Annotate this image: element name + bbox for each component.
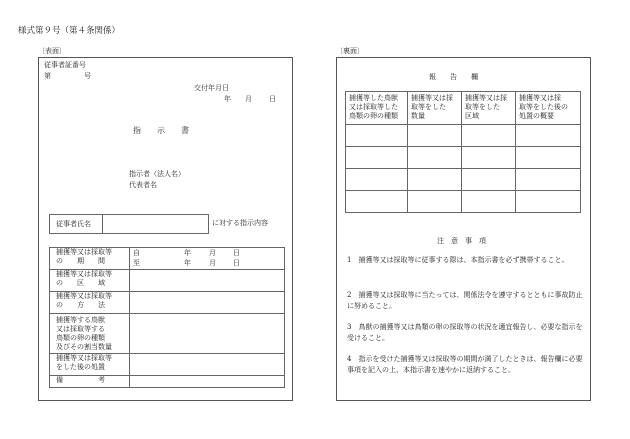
report-title: 報 告 欄	[429, 73, 478, 81]
period-from-day: 日	[233, 249, 240, 257]
table-row	[50, 376, 285, 388]
row-label-line: 又は採取等する	[56, 325, 105, 333]
document-title: 指 示 書	[133, 126, 189, 135]
period-to-year: 年	[184, 259, 191, 267]
row-label-line: の 方 法	[56, 301, 105, 309]
report-cell	[462, 191, 516, 213]
row-label-method	[50, 292, 130, 314]
disposal-value-cell	[130, 354, 285, 376]
header-line: 取等をした	[411, 103, 446, 111]
row-label-line: 捕獲等する鳥獣	[56, 316, 105, 324]
report-header-disposal	[516, 92, 581, 125]
worker-name-box	[49, 214, 209, 234]
header-line: 処置の概要	[519, 112, 554, 120]
issuer-label: 指示者（法人名）	[129, 170, 185, 178]
issue-date-year: 年	[224, 95, 231, 103]
period-from-month: 月	[209, 249, 216, 257]
header-line: 又は採取等した	[349, 103, 398, 111]
period-to-day: 日	[233, 259, 240, 267]
form-title: 様式第９号（第４条関係）	[18, 26, 121, 36]
back-section-label: 〔裏面〕	[336, 47, 364, 55]
row-label-line: 捕獲等又は採取等	[56, 248, 112, 256]
worker-name-label: 従事者氏名	[56, 220, 91, 228]
report-cell	[462, 125, 516, 147]
period-from-year: 年	[184, 249, 191, 257]
table-row	[50, 292, 285, 314]
note-3: 3 鳥獣の捕獲等又は鳥類の卵の採取等の状況を適宜報告し、必要な指示を受けること。	[347, 323, 583, 342]
front-panel	[38, 57, 293, 401]
table-row	[50, 248, 285, 270]
table-row	[50, 314, 285, 354]
representative-label: 代表者名	[129, 181, 157, 189]
number-suffix: 号	[84, 72, 91, 80]
report-header-quantity	[408, 92, 462, 125]
report-cell	[462, 147, 516, 169]
front-section-label: 〔表面〕	[38, 47, 66, 55]
row-label-line: 及びその割当数量	[56, 343, 112, 351]
header-line: 捕獲等又は採	[411, 94, 453, 102]
header-line: 捕獲等又は採	[465, 94, 507, 102]
header-line: 捕獲等した鳥獣	[349, 94, 398, 102]
directive-suffix: に対する指示内容	[212, 219, 268, 227]
worker-name-divider	[102, 215, 103, 233]
header-line: 捕獲等又は採	[519, 94, 561, 102]
header-line: 取等をした後の	[519, 103, 568, 111]
report-cell	[346, 125, 408, 147]
report-cell	[516, 147, 581, 169]
header-line: 取等をした	[465, 103, 500, 111]
area-value-cell	[130, 270, 285, 292]
period-to-label: 至	[133, 259, 140, 267]
report-cell	[408, 147, 462, 169]
report-cell	[462, 169, 516, 191]
table-row	[346, 147, 581, 169]
row-label-line: の 区 域	[56, 279, 105, 287]
method-value-cell	[130, 292, 285, 314]
number-prefix: 第	[44, 72, 51, 80]
row-label-line: の 期 間	[56, 257, 105, 265]
notes-title: 注 意 事 項	[437, 237, 486, 245]
remarks-value-cell	[130, 376, 285, 388]
table-row	[346, 92, 581, 125]
header-line: 区域	[465, 112, 479, 120]
table-row	[346, 169, 581, 191]
table-row	[346, 125, 581, 147]
issue-date-day: 日	[269, 95, 276, 103]
cert-number-label: 従事者証番号	[44, 61, 86, 69]
period-from-label: 自	[133, 249, 140, 257]
back-panel	[336, 57, 591, 401]
report-cell	[516, 125, 581, 147]
report-cell	[346, 169, 408, 191]
issue-date-label: 交付年月日	[194, 84, 229, 92]
table-row	[50, 354, 285, 376]
row-label-species	[50, 314, 130, 354]
row-label-line: 備 考	[56, 376, 105, 384]
row-label-line: 鳥類の卵の種類	[56, 334, 105, 342]
issue-date-month: 月	[245, 95, 252, 103]
row-label-remarks	[50, 376, 130, 388]
report-cell	[346, 191, 408, 213]
note-1: 1 捕獲等又は採取等に従事する際は、本指示書を必ず携帯すること。	[347, 256, 569, 264]
row-label-line: 捕獲等又は採取等	[56, 292, 112, 300]
report-cell	[516, 191, 581, 213]
directive-table	[49, 247, 285, 388]
report-cell	[408, 191, 462, 213]
period-value-cell	[130, 248, 285, 270]
row-label-line: 捕獲等又は採取等	[56, 270, 112, 278]
header-line: 数量	[411, 112, 425, 120]
report-header-area	[462, 92, 516, 125]
table-row	[346, 191, 581, 213]
species-value-cell	[130, 314, 285, 354]
period-to-month: 月	[209, 259, 216, 267]
row-label-period	[50, 248, 130, 270]
row-label-line: 捕獲等又は採取等	[56, 354, 112, 362]
report-header-species	[346, 92, 408, 125]
report-cell	[408, 125, 462, 147]
report-table	[345, 91, 581, 213]
report-cell	[346, 147, 408, 169]
row-label-disposal	[50, 354, 130, 376]
row-label-area	[50, 270, 130, 292]
report-cell	[516, 169, 581, 191]
header-line: 鳥類の卵の種類	[349, 112, 398, 120]
report-cell	[408, 169, 462, 191]
table-row	[50, 270, 285, 292]
note-2: 2 捕獲等又は採取等に当たっては、関係法令を遵守するとともに事故防止に努めること。	[347, 291, 583, 310]
row-label-line: をした後の処置	[56, 363, 105, 371]
note-4: 4 指示を受けた捕獲等又は採取等の期間が満了したときは、報告欄に必要事項を記入の上、本指示書を速やかに返納すること。	[347, 355, 583, 374]
